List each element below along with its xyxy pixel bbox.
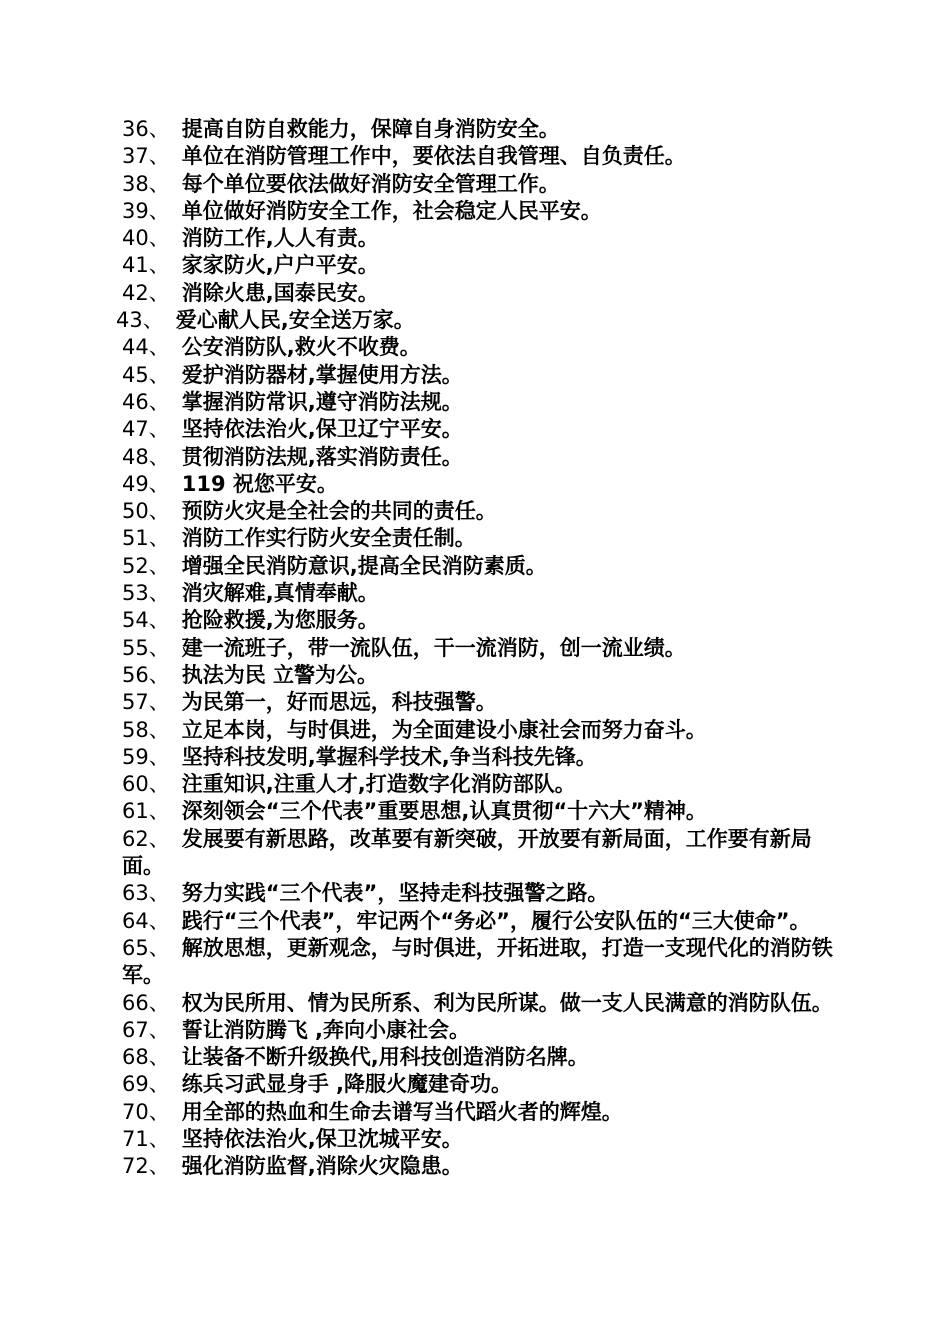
item-separator: 、 — [148, 1017, 170, 1042]
item-number: 60 — [122, 772, 149, 797]
item-number: 62 — [122, 826, 149, 851]
item-separator: 、 — [148, 171, 170, 196]
list-item — [116, 116, 836, 143]
item-separator: 、 — [148, 417, 170, 442]
item-number: 69 — [122, 1072, 149, 1097]
item-separator: 、 — [148, 1154, 170, 1179]
item-separator: 、 — [148, 772, 170, 797]
list-item — [116, 662, 836, 689]
list-item — [116, 525, 836, 552]
list-item — [116, 171, 836, 198]
list-item — [116, 471, 836, 498]
item-separator: 、 — [148, 581, 170, 606]
item-separator: 、 — [148, 499, 170, 524]
item-number: 65 — [122, 935, 149, 960]
list-item — [116, 416, 836, 443]
item-number: 55 — [122, 635, 149, 660]
item-number: 38 — [122, 171, 149, 196]
list-item — [116, 1017, 836, 1044]
item-separator: 、 — [148, 717, 170, 742]
item-number: 50 — [122, 499, 149, 524]
item-separator: 、 — [148, 1099, 170, 1124]
list-item — [116, 607, 836, 634]
list-item — [116, 880, 836, 907]
item-separator: 、 — [148, 744, 170, 769]
item-number: 42 — [122, 280, 149, 305]
item-number: 58 — [122, 717, 149, 742]
list-item — [116, 334, 836, 361]
item-text: 家家防火,户户平安。 — [181, 253, 379, 278]
item-number: 37 — [122, 144, 149, 169]
item-text: 掌握消防常识,遵守消防法规。 — [181, 389, 463, 414]
item-text: 每个单位要依法做好消防安全管理工作。 — [181, 171, 560, 196]
list-item — [116, 498, 836, 525]
item-text: 立足本岗，与时俱进，为全面建设小康社会而努力奋斗。 — [181, 717, 707, 742]
list-item — [116, 143, 836, 170]
item-separator: 、 — [148, 799, 170, 824]
item-separator: 、 — [148, 935, 170, 960]
item-text: 为民第一，好而思远，科技强警。 — [181, 690, 497, 715]
list-item — [116, 908, 836, 935]
item-number: 47 — [122, 417, 149, 442]
item-number: 46 — [122, 389, 149, 414]
item-separator: 、 — [148, 198, 170, 223]
list-item — [116, 744, 836, 771]
item-text: 消防工作,人人有责。 — [181, 226, 379, 251]
item-text: 深刻领会“三个代表”重要思想,认真贯彻“十六大”精神。 — [181, 799, 707, 824]
item-text: 用全部的热血和生命去谱写当代蹈火者的辉煌。 — [181, 1099, 623, 1124]
item-number: 51 — [122, 526, 149, 551]
item-text: 消防工作实行防火安全责任制。 — [181, 526, 476, 551]
list-item — [116, 990, 836, 1017]
item-separator: 、 — [148, 362, 170, 387]
item-separator: 、 — [148, 881, 170, 906]
list-item — [116, 280, 836, 307]
item-number: 70 — [122, 1099, 149, 1124]
item-text: 单位在消防管理工作中，要依法自我管理、自负责任。 — [181, 144, 686, 169]
item-text: 119 祝您平安。 — [181, 471, 338, 496]
item-separator: 、 — [148, 144, 170, 169]
item-text: 贯彻消防法规,落实消防责任。 — [181, 444, 463, 469]
list-item — [116, 444, 836, 471]
item-number: 43 — [116, 308, 143, 333]
item-separator: 、 — [148, 1072, 170, 1097]
list-item — [116, 198, 836, 225]
item-text: 践行“三个代表”，牢记两个“务必”，履行公安队伍的“三大使命”。 — [181, 908, 811, 933]
item-separator: 、 — [148, 226, 170, 251]
item-text: 建一流班子，带一流队伍，干一流消防，创一流业绩。 — [181, 635, 686, 660]
item-text: 努力实践“三个代表”，坚持走科技强警之路。 — [181, 881, 609, 906]
item-separator: 、 — [148, 826, 170, 851]
item-separator: 、 — [148, 117, 170, 141]
item-text: 练兵习武显身手 ,降服火魔建奇功。 — [181, 1072, 513, 1097]
list-item — [116, 225, 836, 252]
item-text: 消除火患,国泰民安。 — [181, 280, 379, 305]
item-number: 66 — [122, 990, 149, 1015]
list-item — [116, 553, 836, 580]
item-text: 爱心献人民,安全送万家。 — [175, 308, 415, 333]
list-item — [116, 798, 836, 825]
item-separator: 、 — [142, 308, 164, 333]
item-number: 53 — [122, 581, 149, 606]
item-text: 增强全民消防意识,提高全民消防素质。 — [181, 553, 547, 578]
slogan-list — [116, 116, 836, 1181]
item-text: 强化消防监督,消除火灾隐患。 — [181, 1154, 463, 1179]
list-item — [116, 1126, 836, 1153]
list-item — [116, 307, 836, 334]
item-number: 45 — [122, 362, 149, 387]
item-text: 坚持依法治火,保卫沈城平安。 — [181, 1126, 463, 1151]
item-separator: 、 — [148, 280, 170, 305]
item-number: 36 — [122, 117, 149, 141]
item-number: 71 — [122, 1126, 149, 1151]
list-item — [116, 362, 836, 389]
list-item — [116, 689, 836, 716]
item-text: 发展要有新思路，改革要有新突破，开放要有新局面，工作要有新局面。 — [122, 826, 812, 879]
item-number: 64 — [122, 908, 149, 933]
item-number: 72 — [122, 1154, 149, 1179]
item-number: 48 — [122, 444, 149, 469]
item-number: 40 — [122, 226, 149, 251]
list-item — [116, 1099, 836, 1126]
item-separator: 、 — [148, 389, 170, 414]
item-separator: 、 — [148, 253, 170, 278]
item-separator: 、 — [148, 1045, 170, 1070]
item-number: 63 — [122, 881, 149, 906]
item-text: 权为民所用、情为民所系、利为民所谋。做一支人民满意的消防队伍。 — [181, 990, 833, 1015]
item-text: 单位做好消防安全工作，社会稳定人民平安。 — [181, 198, 602, 223]
item-text: 让装备不断升级换代,用科技创造消防名牌。 — [181, 1045, 589, 1070]
item-number: 67 — [122, 1017, 149, 1042]
item-number: 57 — [122, 690, 149, 715]
list-item — [116, 1044, 836, 1071]
item-separator: 、 — [148, 908, 170, 933]
item-separator: 、 — [148, 471, 170, 496]
list-item — [116, 1153, 836, 1180]
item-separator: 、 — [148, 608, 170, 633]
item-number: 52 — [122, 553, 149, 578]
item-text: 抢险救援,为您服务。 — [181, 608, 379, 633]
list-item — [116, 389, 836, 416]
item-text: 坚持依法治火,保卫辽宁平安。 — [181, 417, 463, 442]
item-separator: 、 — [148, 444, 170, 469]
list-item — [116, 635, 836, 662]
item-number: 59 — [122, 744, 149, 769]
item-text: 提高自防自救能力，保障自身消防安全。 — [181, 117, 560, 141]
item-text: 注重知识,注重人才,打造数字化消防部队。 — [181, 772, 576, 797]
item-text: 预防火灾是全社会的共同的责任。 — [181, 499, 497, 524]
item-separator: 、 — [148, 1126, 170, 1151]
item-separator: 、 — [148, 635, 170, 660]
item-separator: 、 — [148, 335, 170, 360]
item-separator: 、 — [148, 662, 170, 687]
item-text: 誓让消防腾飞 ,奔向小康社会。 — [181, 1017, 471, 1042]
item-separator: 、 — [148, 526, 170, 551]
item-separator: 、 — [148, 690, 170, 715]
item-text: 爱护消防器材,掌握使用方法。 — [181, 362, 463, 387]
item-number: 41 — [122, 253, 149, 278]
item-separator: 、 — [148, 553, 170, 578]
list-item — [116, 580, 836, 607]
item-number: 56 — [122, 662, 149, 687]
item-number: 68 — [122, 1045, 149, 1070]
item-text: 坚持科技发明,掌握科学技术,争当科技先锋。 — [181, 744, 597, 769]
list-item — [116, 1071, 836, 1098]
list-item — [116, 771, 836, 798]
item-text: 公安消防队,救火不收费。 — [181, 335, 421, 360]
list-item — [116, 717, 836, 744]
item-number: 39 — [122, 198, 149, 223]
item-number: 61 — [122, 799, 149, 824]
item-text: 消灾解难,真情奉献。 — [181, 581, 379, 606]
item-text: 执法为民 立警为公。 — [181, 662, 379, 687]
list-item — [116, 935, 836, 990]
item-separator: 、 — [148, 990, 170, 1015]
list-item — [116, 826, 836, 881]
item-number: 49 — [122, 471, 149, 496]
item-number: 44 — [122, 335, 149, 360]
item-text: 解放思想，更新观念，与时俱进，开拓进取，打造一支现代化的消防铁军。 — [122, 935, 833, 988]
item-number: 54 — [122, 608, 149, 633]
list-item — [116, 252, 836, 279]
